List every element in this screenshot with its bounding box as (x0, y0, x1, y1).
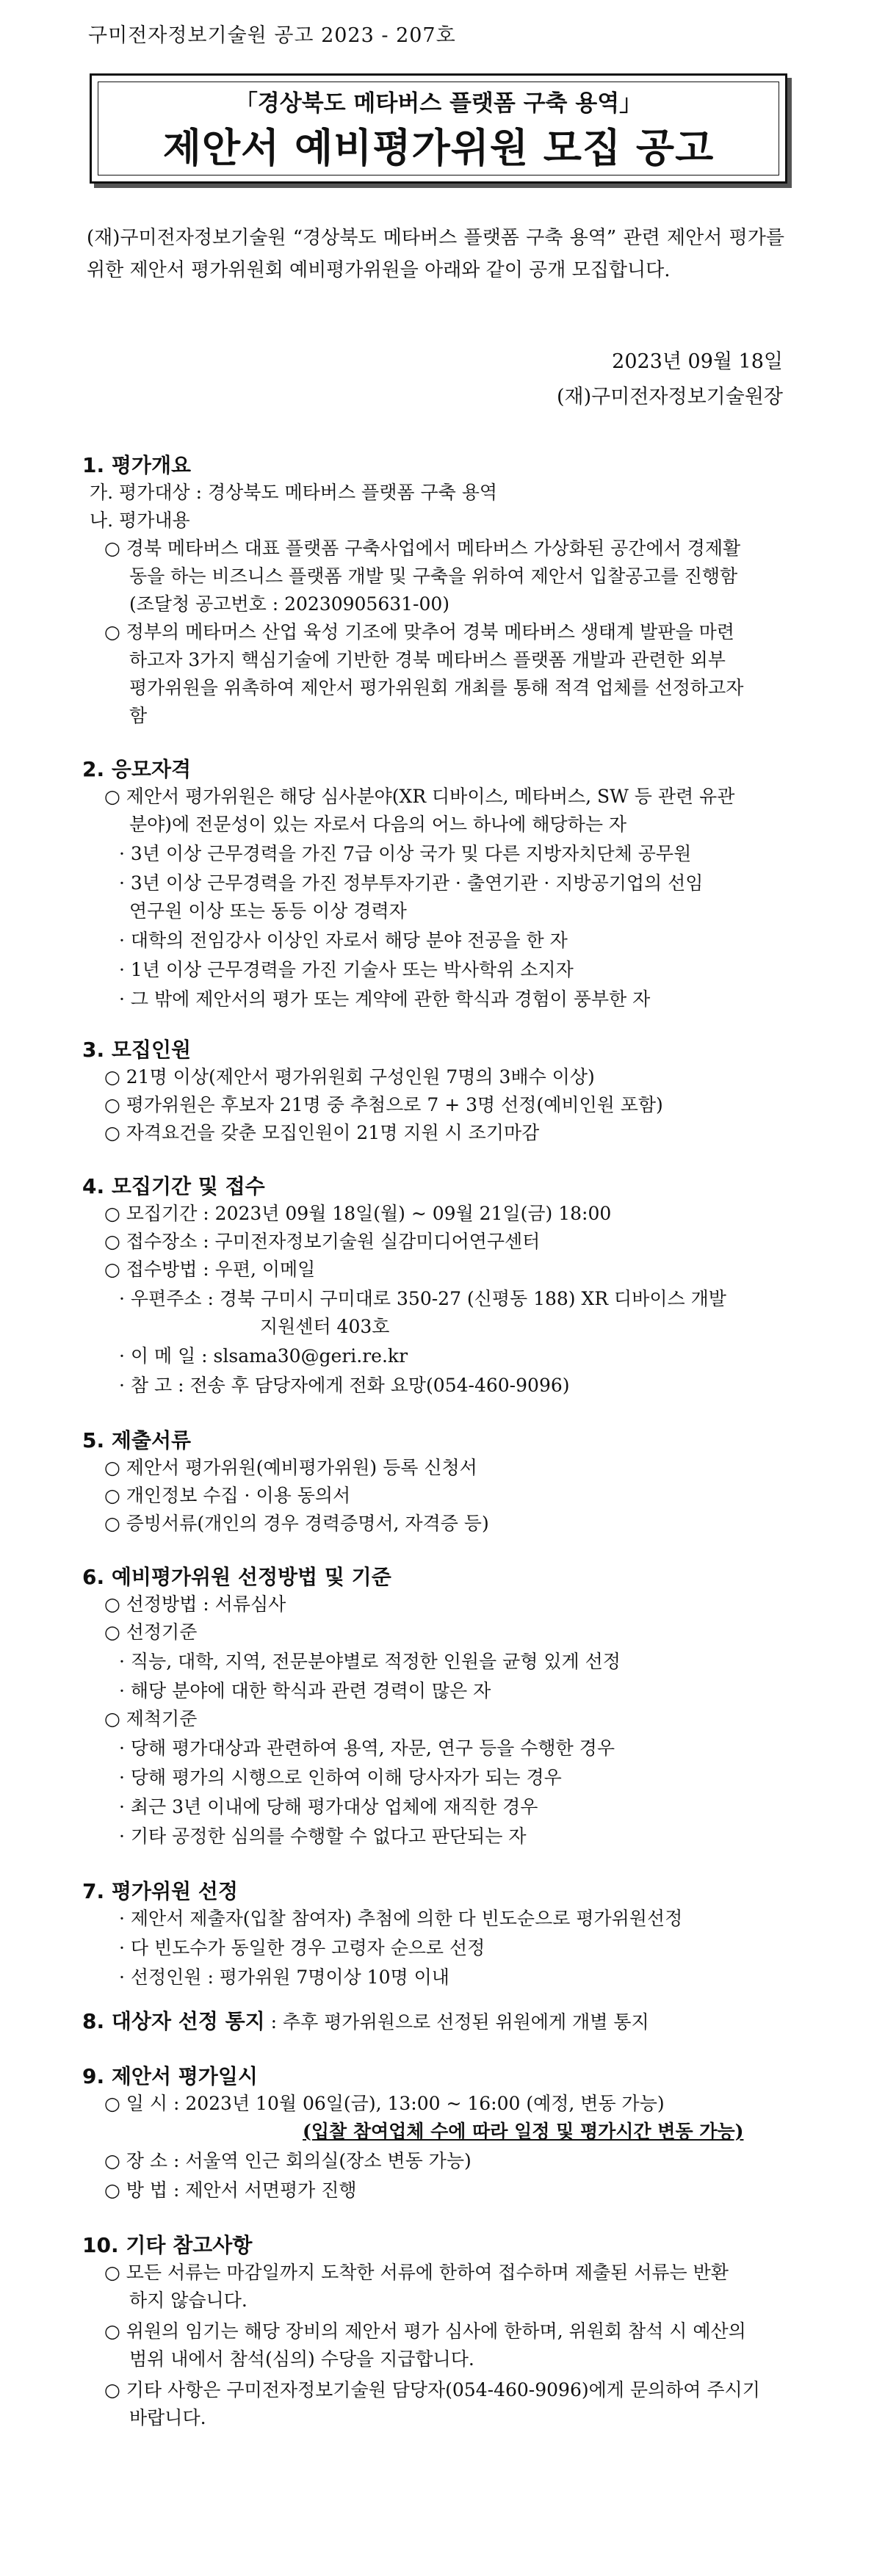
section-5-line3: ○ 증빙서류(개인의 경우 경력증명서, 자격증 등) (104, 1513, 489, 1534)
section-1-para2-line4: 함 (129, 705, 148, 726)
section-4-heading: 4. 모집기간 및 접수 (82, 1174, 265, 1198)
section-5-heading: 5. 제출서류 (82, 1428, 192, 1452)
section-7-line1: · 제안서 제출자(입찰 참여자) 추첨에 의한 다 빈도순으로 평가위원선정 (119, 1908, 683, 1929)
section-6-line8: · 최근 3년 이내에 당해 평가대상 업체에 재직한 경우 (119, 1796, 538, 1817)
section-10-line4: 범위 내에서 참석(심의) 수당을 지급합니다. (129, 2348, 474, 2370)
section-4-line5: 지원센터 403호 (260, 1316, 390, 1337)
section-1-para1-line3: (조달청 공고번호 : 20230905631-00) (129, 593, 450, 615)
notice-date: 2023년 09월 18일 (612, 350, 783, 373)
section-3-line3: ○ 자격요건을 갖춘 모집인원이 21명 지원 시 조기마감 (104, 1122, 540, 1143)
section-9-method: ○ 방 법 : 제안서 서면평가 진행 (104, 2179, 357, 2201)
section-9-location: ○ 장 소 : 서울역 인근 회의실(장소 변동 가능) (104, 2150, 472, 2171)
section-10-heading: 10. 기타 참고사항 (82, 2233, 253, 2257)
page-title: 제안서 예비평가위원 모집 공고 (162, 125, 715, 171)
title-subtitle: 「경상북도 메타버스 플랫폼 구축 용역」 (234, 90, 643, 117)
section-1-para2-line1: ○ 정부의 메타머스 산업 육성 기조에 맞추어 경북 메타버스 생태계 발판을 마련 (104, 621, 734, 643)
section-9-schedule-note: (입찰 참여업체 수에 따라 일정 및 평가시간 변동 가능) (303, 2121, 744, 2142)
section-6-line2: ○ 선정기준 (104, 1621, 198, 1643)
section-5-line2: ○ 개인정보 수집 · 이용 동의서 (104, 1485, 351, 1506)
section-1-heading: 1. 평가개요 (82, 453, 192, 477)
section-3-line1: ○ 21명 이상(제안서 평가위원회 구성인원 7명의 3배수 이상) (104, 1066, 595, 1088)
section-2-line2: 분야)에 전문성이 있는 자로서 다음의 어느 하나에 해당하는 자 (129, 814, 627, 835)
section-6-heading: 6. 예비평가위원 선정방법 및 기준 (82, 1565, 391, 1589)
section-2-line1: ○ 제안서 평가위원은 해당 심사분야(XR 디바이스, 메타버스, SW 등 관련 유관 (104, 786, 735, 807)
section-9-datetime: ○ 일 시 : 2023년 10월 06일(금), 13:00 ~ 16:00 (예정, 변동 가능) (104, 2093, 665, 2114)
section-2-line4: · 3년 이상 근무경력을 가진 정부투자기관 · 출연기관 · 지방공기업의 선임 (119, 872, 704, 894)
section-2-heading: 2. 응모자격 (82, 757, 192, 781)
section-6-line6: · 당해 평가대상과 관련하여 용역, 자문, 연구 등을 수행한 경우 (119, 1737, 615, 1759)
section-4-line4: · 우편주소 : 경북 구미시 구미대로 350-27 (신평동 188) XR 디바이스 개발 (119, 1288, 726, 1309)
title-box (90, 73, 787, 184)
section-2-line8: · 그 밖에 제안서의 평가 또는 계약에 관한 학식과 경험이 풍부한 자 (119, 988, 651, 1010)
section-6-line5: ○ 제척기준 (104, 1708, 198, 1729)
section-8-row (82, 2008, 649, 2036)
intro-paragraph: (재)구미전자정보기술원 “경상북도 메타버스 플랫폼 구축 용역” 관련 제안서 평가를 위한 제안서 평가위원회 예비평가위원을 아래와 같이 공개 모집합니다. (87, 227, 784, 281)
section-5-line1: ○ 제안서 평가위원(예비평가위원) 등록 신청서 (104, 1457, 477, 1478)
section-7-line2: · 다 빈도수가 동일한 경우 고령자 순으로 선정 (119, 1937, 485, 1958)
section-6-line9: · 기타 공정한 심의를 수행할 수 없다고 판단되는 자 (119, 1826, 527, 1847)
section-4-line1: ○ 모집기간 : 2023년 09월 18일(월) ~ 09월 21일(금) 18:00 (104, 1203, 612, 1224)
section-1-para2-line3: 평가위원을 위촉하여 제안서 평가위원회 개최를 통해 적격 업체를 선정하고자 (129, 677, 744, 698)
section-4-email: · 이 메 일 : slsama30@geri.re.kr (119, 1345, 408, 1367)
section-9-heading: 9. 제안서 평가일시 (82, 2064, 258, 2088)
section-1-para1-line1: ○ 경북 메타버스 대표 플랫폼 구축사업에서 메타버스 가상화된 공간에서 경제활 (104, 538, 741, 559)
section-1-para1-line2: 동을 하는 비즈니스 플랫폼 개발 및 구축을 위하여 제안서 입찰공고를 진행함 (129, 565, 738, 587)
section-1-item-b: 나. 평가내용 (90, 510, 190, 531)
section-8-heading: 8. 대상자 선정 통지 (82, 2009, 265, 2033)
section-2-line6: · 대학의 전임강사 이상인 자로서 해당 분야 전공을 한 자 (119, 930, 568, 951)
section-6-line3: · 직능, 대학, 지역, 전문분야별로 적정한 인원을 균형 있게 선정 (119, 1651, 621, 1672)
section-2-line7: · 1년 이상 근무경력을 가진 기술사 또는 박사학위 소지자 (119, 959, 574, 980)
section-10-line3: ○ 위원의 임기는 해당 장비의 제안서 평가 심사에 한하며, 위원회 참석 시 예산의 (104, 2320, 746, 2342)
notice-number: 구미전자정보기술원 공고 2023 - 207호 (88, 24, 456, 47)
section-4-note: · 참 고 : 전송 후 담당자에게 전화 요망(054-460-9096) (119, 1375, 570, 1396)
section-3-heading: 3. 모집인원 (82, 1038, 192, 1062)
section-1-para2-line2: 하고자 3가지 핵심기술에 기반한 경북 메타버스 플랫폼 개발과 관련한 외부 (129, 649, 726, 670)
section-4-line3: ○ 접수방법 : 우편, 이메일 (104, 1259, 316, 1280)
section-3-line2: ○ 평가위원은 후보자 21명 중 추첨으로 7 + 3명 선정(예비인원 포함) (104, 1094, 663, 1115)
section-7-line3: · 선정인원 : 평가위원 7명이상 10명 이내 (119, 1967, 449, 1988)
section-7-heading: 7. 평가위원 선정 (82, 1879, 238, 1903)
section-8-text: : 추후 평가위원으로 선정된 위원에게 개별 통지 (264, 2011, 649, 2033)
section-10-line6: 바랍니다. (129, 2407, 206, 2428)
section-2-line5: 연구원 이상 또는 동등 이상 경력자 (129, 900, 407, 922)
section-6-line4: · 해당 분야에 대한 학식과 관련 경력이 많은 자 (119, 1680, 491, 1701)
section-6-line1: ○ 선정방법 : 서류심사 (104, 1593, 286, 1615)
section-6-line7: · 당해 평가의 시행으로 인하여 이해 당사자가 되는 경우 (119, 1767, 562, 1788)
section-10-line2: 하지 않습니다. (129, 2290, 248, 2311)
section-2-line3: · 3년 이상 근무경력을 가진 7급 이상 국가 및 다른 지방자치단체 공무원 (119, 843, 692, 864)
section-1-item-a: 가. 평가대상 : 경상북도 메타버스 플랫폼 구축 용역 (90, 482, 497, 503)
section-4-line2: ○ 접수장소 : 구미전자정보기술원 실감미디어연구센터 (104, 1231, 541, 1252)
section-10-line1: ○ 모든 서류는 마감일까지 도착한 서류에 한하여 접수하며 제출된 서류는 반환 (104, 2262, 729, 2283)
issuer-name: (재)구미전자정보기술원장 (557, 386, 783, 408)
section-10-line5: ○ 기타 사항은 구미전자정보기술원 담당자(054-460-9096)에게 문의하여 주시기 (104, 2379, 760, 2400)
